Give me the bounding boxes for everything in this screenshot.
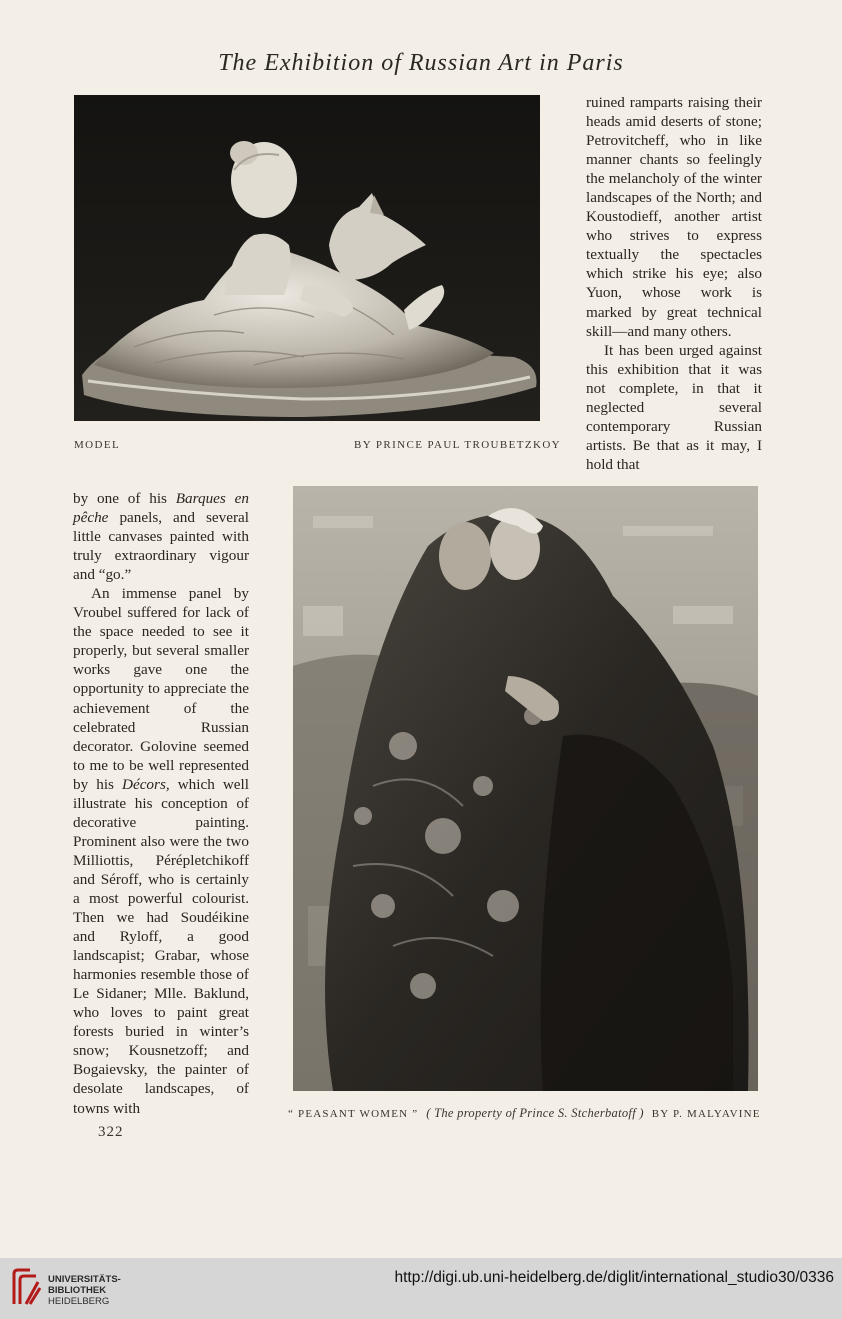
right-column-paragraph-2: It has been urged against this exhibition that it was not complete, in that it neglected several contemporary Russian artists. Be that as it may, I hold that (586, 341, 762, 473)
left-p1-title: Barques en pêche (73, 490, 249, 527)
source-url-link[interactable]: http://digi.ub.uni-heidelberg.de/diglit/international_studio30/0336 (394, 1269, 834, 1286)
left-p1-end: panels, and several little canvases painted with truly extraordinary vigour and “go.” (73, 509, 249, 584)
caption-painting-title: “ PEASANT WOMEN ” (288, 1108, 419, 1120)
sculpture-photo (74, 95, 540, 421)
right-column-paragraph-1: ruined ramparts raising their heads amid deserts of stone; Petrovitcheff, who in like manner chants so feelingly the melancholy of the winter landscapes of the North; and Koustodieff, another artist who strives to express textually the spectacles which strike his eye; also Yuon, whose work is marked by great technical skill—and many others. (586, 94, 762, 340)
left-column-text (73, 489, 249, 1118)
left-p1-start: by one of his (73, 490, 176, 507)
running-head: The Exhibition of Russian Art in Paris (218, 50, 624, 76)
caption-peasant-women (288, 1106, 761, 1121)
left-column-paragraph-2 (73, 584, 249, 1117)
left-column-paragraph-1 (73, 489, 249, 584)
logo-line-3: HEIDELBERG (48, 1296, 110, 1307)
left-p2-end: which well illustrate his conception of decorative painting. Prominent also were the two Milliottis, Pérépletchikoff and Séroff, who is certainly a most powerful colourist. Then we had Soudéikine and Ryloff, a good landscapist; Grabar, whose harmonies resemble those of Le Sidaner; Mlle. Baklund, who loves to paint great forests buried in winter’s snow; Kousnetzoff; and Bogaievsky, the painter of desolate landscapes, of towns with (73, 775, 249, 1117)
sculpture-illustration (74, 95, 540, 421)
painting-photo (293, 486, 758, 1091)
caption-painter-credit: BY P. MALYAVINE (651, 1108, 761, 1120)
right-column-text (586, 93, 762, 474)
painting-illustration (293, 486, 758, 1091)
left-p2-start: An immense panel by Vroubel suffered for lack of the space needed to see it properly, but several smaller works gave one the opportunity to appreciate the achievement of the celebrated Russian decorator. Golovine seemed to me to be well represented by his (73, 585, 249, 793)
caption-sculptor-credit: BY PRINCE PAUL TROUBETZKOY (354, 439, 562, 451)
logo-line-1: UNIVERSITÄTS- (48, 1274, 121, 1285)
caption-provenance: ( The property of Prince S. Stcherbatoff ) (426, 1106, 644, 1120)
university-logo-text[interactable] (48, 1274, 121, 1307)
logo-line-2: BIBLIOTHEK (48, 1285, 107, 1296)
page-number: 322 (98, 1124, 124, 1140)
caption-model: MODEL (74, 439, 121, 451)
university-logo-icon[interactable] (10, 1268, 42, 1308)
footer-bar (0, 1258, 842, 1319)
left-p2-title: Décors, (121, 775, 170, 793)
